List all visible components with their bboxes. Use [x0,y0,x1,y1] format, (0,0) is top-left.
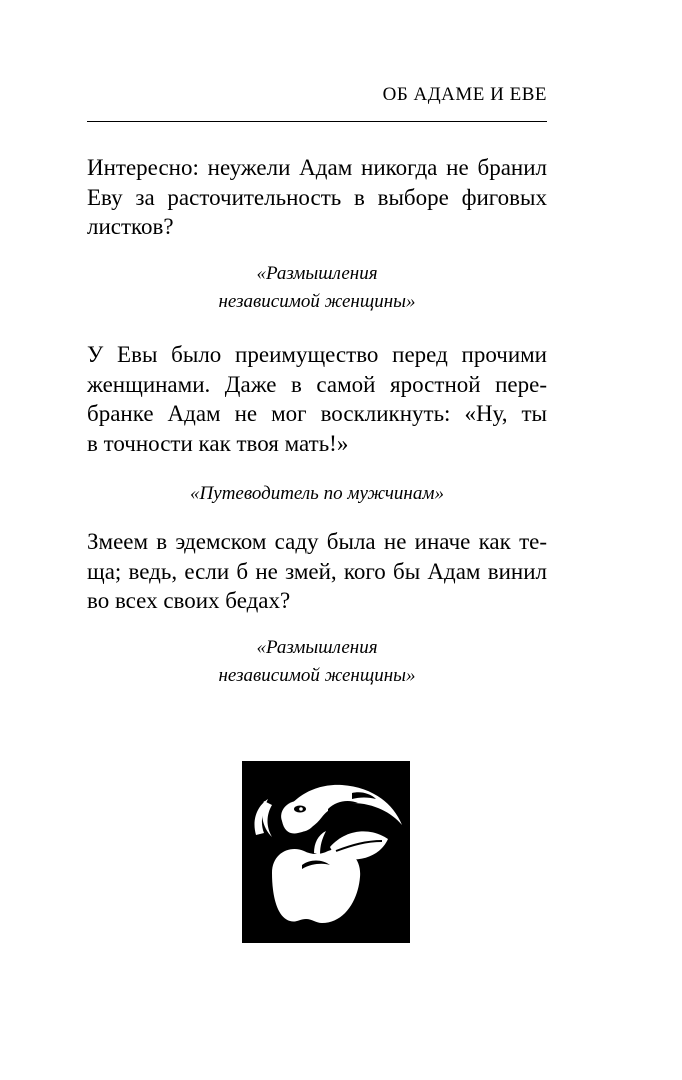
serpent-and-apple-icon [242,761,410,943]
quote-line: Еву за расточительность в выборе фиговых [87,184,547,210]
running-head: ОБ АДАМЕ И ЕВЕ [382,84,547,105]
attribution-line: «Размышления [256,262,378,284]
quote-attribution [87,634,547,690]
quote-1 [87,153,547,316]
quote-line: бранке Адам не мог воскликнуть: «Ну, ты [87,401,547,426]
quote-text [87,527,547,616]
quote-attribution [87,480,547,508]
quote-line: Интересно: неужели Адам никогда не бранил [87,155,547,180]
quote-text [87,340,547,458]
quote-3 [87,527,547,690]
quote-line: листков? [87,214,174,239]
quote-line: Змеем в эдемском саду была не иначе как те- [87,529,547,554]
quote-line: ща; ведь, если б не змей, кого бы Адам винил [87,558,547,584]
header-rule [87,121,547,122]
attribution-line: независимой женщины» [218,290,416,312]
quote-text [87,153,547,242]
quote-attribution [87,260,547,316]
quote-line: У Евы было преимущество перед прочими [87,342,547,367]
quote-2 [87,340,547,508]
quote-line: в точности как твоя мать!» [87,430,349,456]
attribution-line: «Путеводитель по мужчинам» [190,483,444,504]
quote-line: женщинами. Даже в самой яростной пере- [87,371,547,397]
attribution-line: «Размышления [256,636,378,658]
attribution-line: независимой женщины» [218,664,416,686]
quote-line: во всех своих бедах? [87,588,291,613]
